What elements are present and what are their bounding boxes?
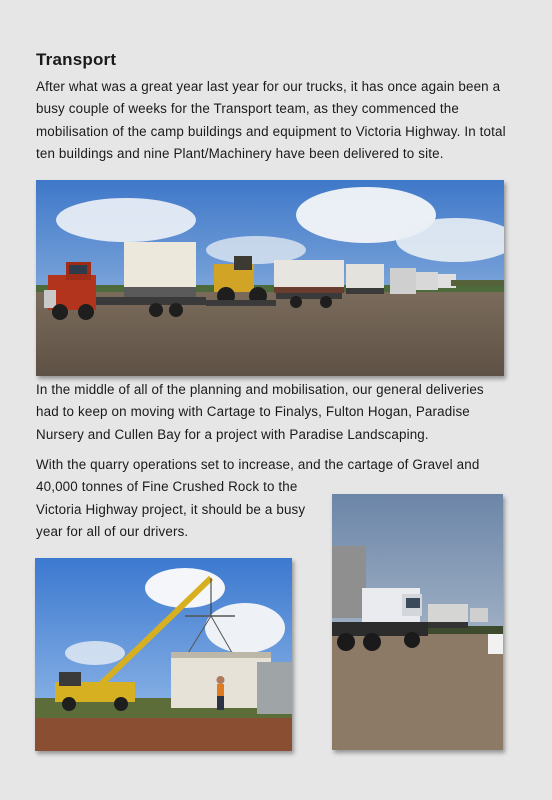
quarry-line: Victoria Highway project, it should be a busy (36, 501, 306, 517)
quarry-line: 40,000 tonnes of Fine Crushed Rock to the (36, 479, 298, 495)
section-heading: Transport (36, 50, 117, 69)
deliveries-paragraph: In the middle of all of the planning and mobilisation, our general deliveries had to keep on moving with Cartage to Finalys, Fulton Hogan, Paradise Nursery and Cullen Bay for a project with Paradise Landscaping. (36, 382, 484, 442)
quarry-line: year for all of our drivers. (36, 523, 189, 539)
intro-paragraph: After what was a great year last year for our trucks, it has once again been a busy couple of weeks for the Transport team, as they commenced the mobilisation of the camp buildings and equipment to Victoria Highway. In total ten buildings and nine Plant/Machinery have been delivered to site. (36, 79, 506, 161)
crane-lift-photo (35, 558, 292, 751)
quarry-line: With the quarry operations set to increase, and the cartage of Gravel and (36, 457, 480, 472)
road-train-photo (36, 180, 504, 376)
trucks-dusk-photo (332, 494, 503, 750)
